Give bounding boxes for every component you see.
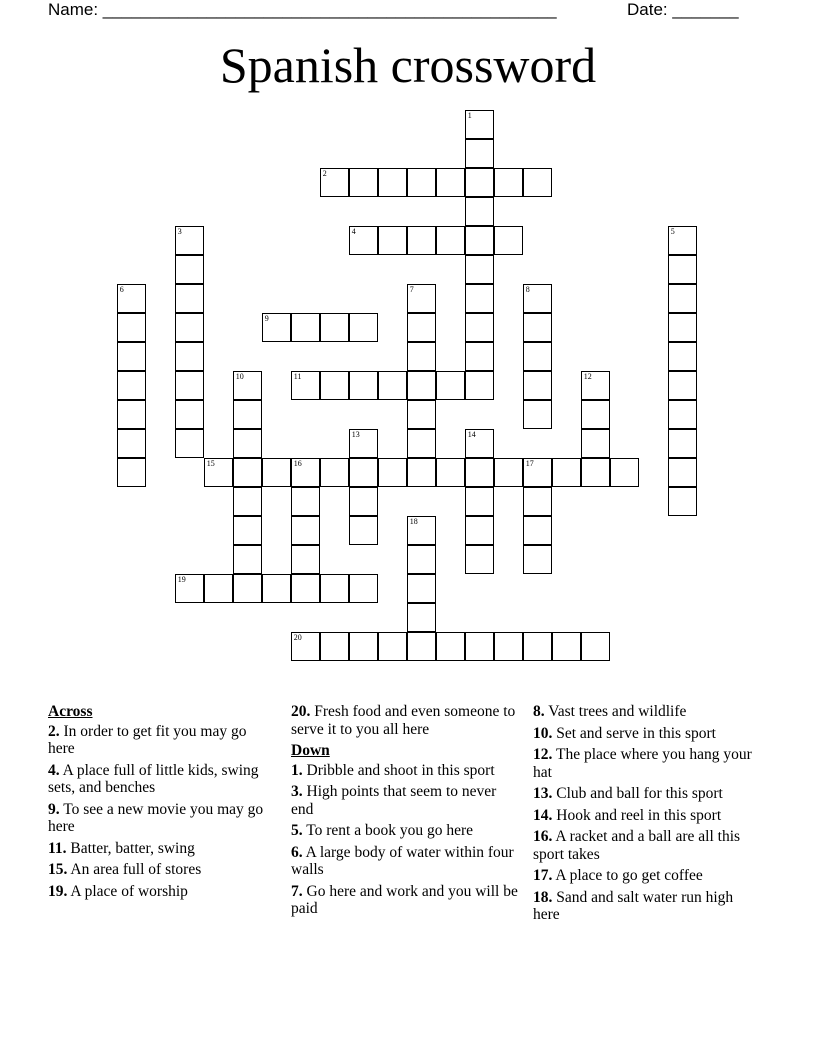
clue-number: 17 (525, 458, 534, 468)
grid-cell[interactable] (117, 313, 146, 342)
grid-cell[interactable] (610, 458, 639, 487)
grid-cell[interactable] (320, 371, 349, 400)
grid-cell[interactable] (291, 458, 320, 487)
grid-cell[interactable] (436, 632, 465, 661)
grid-cell[interactable] (175, 342, 204, 371)
grid-cell[interactable] (581, 632, 610, 661)
grid-cell[interactable] (233, 400, 262, 429)
grid-cell[interactable] (378, 632, 407, 661)
name-field-label: Name: ________________________________________________ (48, 0, 557, 19)
clue-num: 15. (48, 861, 68, 878)
grid-cell[interactable] (262, 458, 291, 487)
grid-cell[interactable] (581, 371, 610, 400)
grid-cell[interactable] (378, 226, 407, 255)
grid-cell[interactable] (349, 632, 378, 661)
clue-num: 3. (291, 783, 303, 800)
grid-cell[interactable] (523, 545, 552, 574)
grid-cell[interactable] (523, 458, 552, 487)
clue-num: 5. (291, 822, 303, 839)
grid-cell[interactable] (320, 574, 349, 603)
clue-number: 6 (119, 284, 124, 294)
grid-cell[interactable] (436, 371, 465, 400)
across-clue (48, 801, 276, 836)
down-clue (291, 783, 519, 818)
across-clue (48, 762, 276, 797)
grid-cell[interactable] (494, 458, 523, 487)
clue-num: 12. (533, 746, 553, 763)
clue-number: 4 (351, 226, 356, 236)
grid-cell[interactable] (291, 632, 320, 661)
down-clue (533, 889, 761, 924)
grid-cell[interactable] (233, 371, 262, 400)
grid-cell[interactable] (175, 429, 204, 458)
clue-text: Vast trees and wildlife (548, 703, 687, 720)
clue-text: A place full of little kids, swing sets, and benches (48, 761, 259, 796)
grid-cell[interactable] (552, 632, 581, 661)
grid-cell[interactable] (407, 516, 436, 545)
grid-cell[interactable] (494, 168, 523, 197)
grid-cell[interactable] (668, 371, 697, 400)
grid-cell[interactable] (175, 574, 204, 603)
grid-cell[interactable] (668, 226, 697, 255)
down-clue (533, 828, 761, 863)
grid-cell[interactable] (291, 516, 320, 545)
grid-cell[interactable] (523, 487, 552, 516)
clue-num: 17. (533, 867, 553, 884)
grid-cell[interactable] (233, 545, 262, 574)
down-clue (533, 867, 761, 885)
grid-cell[interactable] (175, 255, 204, 284)
clue-number: 10 (235, 371, 244, 381)
grid-cell[interactable] (668, 342, 697, 371)
clue-number: 12 (583, 371, 592, 381)
grid-cell[interactable] (349, 371, 378, 400)
grid-cell[interactable] (117, 284, 146, 313)
across-clue (48, 840, 276, 858)
grid-cell[interactable] (494, 632, 523, 661)
clue-column-1 (48, 703, 276, 904)
clue-text: Go here and work and you will be paid (291, 882, 518, 917)
grid-cell[interactable] (668, 487, 697, 516)
grid-cell[interactable] (407, 603, 436, 632)
grid-cell[interactable] (465, 429, 494, 458)
grid-cell[interactable] (320, 632, 349, 661)
clue-number: 8 (525, 284, 530, 294)
clue-number: 9 (264, 313, 269, 323)
down-clue (533, 703, 761, 721)
grid-cell[interactable] (523, 313, 552, 342)
clue-num: 11. (48, 839, 67, 857)
grid-cell[interactable] (407, 226, 436, 255)
grid-cell[interactable] (465, 284, 494, 313)
grid-cell[interactable] (668, 284, 697, 313)
grid-cell[interactable] (668, 458, 697, 487)
grid-cell[interactable] (320, 168, 349, 197)
clue-text: Sand and salt water run high here (533, 888, 734, 923)
grid-cell[interactable] (291, 545, 320, 574)
clue-number: 15 (206, 458, 215, 468)
clue-text: A place to go get coffee (555, 867, 703, 884)
grid-cell[interactable] (407, 574, 436, 603)
grid-cell[interactable] (349, 516, 378, 545)
clue-num: 1. (291, 761, 303, 779)
grid-cell[interactable] (465, 255, 494, 284)
grid-cell[interactable] (407, 371, 436, 400)
grid-cell[interactable] (349, 487, 378, 516)
clue-num: 7. (291, 882, 303, 900)
grid-cell[interactable] (494, 226, 523, 255)
grid-cell[interactable] (291, 574, 320, 603)
grid-cell[interactable] (233, 458, 262, 487)
grid-cell[interactable] (523, 516, 552, 545)
grid-cell[interactable] (523, 342, 552, 371)
clue-num: 14. (533, 806, 553, 824)
grid-cell[interactable] (204, 458, 233, 487)
grid-cell[interactable] (117, 371, 146, 400)
grid-cell[interactable] (378, 168, 407, 197)
down-clue (291, 762, 519, 780)
grid-cell[interactable] (262, 313, 291, 342)
grid-cell[interactable] (407, 313, 436, 342)
clue-text: To rent a book you go here (306, 822, 474, 839)
clue-number: 14 (467, 429, 476, 439)
grid-cell[interactable] (407, 168, 436, 197)
down-clue (291, 822, 519, 840)
grid-cell[interactable] (668, 429, 697, 458)
clue-num: 20. (291, 703, 311, 720)
grid-cell[interactable] (349, 458, 378, 487)
grid-cell[interactable] (349, 226, 378, 255)
grid-cell[interactable] (291, 371, 320, 400)
clue-number: 5 (670, 226, 675, 236)
grid-cell[interactable] (233, 487, 262, 516)
clue-num: 2. (48, 722, 60, 740)
grid-cell[interactable] (407, 458, 436, 487)
grid-cell[interactable] (523, 400, 552, 429)
clue-num: 6. (291, 843, 303, 861)
clue-number: 18 (409, 516, 418, 526)
grid-cell[interactable] (465, 168, 494, 197)
clue-column-3 (533, 703, 761, 928)
grid-cell[interactable] (523, 632, 552, 661)
clue-number: 7 (409, 284, 414, 294)
grid-cell[interactable] (436, 226, 465, 255)
grid-cell[interactable] (581, 458, 610, 487)
across-clue (291, 703, 519, 738)
grid-cell[interactable] (581, 400, 610, 429)
grid-cell[interactable] (465, 139, 494, 168)
down-clue (291, 844, 519, 879)
down-clue (533, 785, 761, 803)
grid-cell[interactable] (349, 429, 378, 458)
grid-cell[interactable] (175, 284, 204, 313)
grid-cell[interactable] (465, 632, 494, 661)
grid-cell[interactable] (349, 168, 378, 197)
grid-cell[interactable] (291, 313, 320, 342)
grid-cell[interactable] (465, 313, 494, 342)
clue-text: High points that seem to never end (291, 783, 497, 818)
grid-cell[interactable] (117, 400, 146, 429)
grid-cell[interactable] (465, 110, 494, 139)
down-clue (533, 807, 761, 825)
grid-cell[interactable] (175, 226, 204, 255)
grid-cell[interactable] (465, 516, 494, 545)
grid-cell[interactable] (407, 342, 436, 371)
page-title: Spanish crossword (219, 37, 597, 93)
clue-text: An area full of stores (70, 861, 202, 878)
clue-text: Batter, batter, swing (70, 839, 195, 857)
clue-num: 19. (48, 882, 68, 900)
grid-cell[interactable] (204, 574, 233, 603)
grid-cell[interactable] (349, 574, 378, 603)
grid-cell[interactable] (117, 458, 146, 487)
grid-cell[interactable] (291, 487, 320, 516)
clue-text: A large body of water within four walls (291, 843, 514, 878)
clue-text: Hook and reel in this sport (556, 806, 722, 824)
grid-cell[interactable] (117, 429, 146, 458)
grid-cell[interactable] (175, 400, 204, 429)
grid-cell[interactable] (552, 458, 581, 487)
grid-cell[interactable] (436, 458, 465, 487)
grid-cell[interactable] (523, 168, 552, 197)
clue-number: 13 (351, 429, 360, 439)
clue-text: Club and ball for this sport (556, 785, 723, 802)
date-field-label: Date: _______ (627, 0, 739, 19)
grid-cell[interactable] (378, 371, 407, 400)
clue-num: 9. (48, 800, 60, 818)
down-heading: Down (291, 742, 330, 759)
grid-cell[interactable] (523, 284, 552, 313)
clue-text: Fresh food and even someone to serve it to you all here (291, 703, 516, 738)
grid-cell[interactable] (465, 371, 494, 400)
clue-number: 1 (467, 110, 472, 120)
clue-num: 8. (533, 703, 545, 720)
grid-cell[interactable] (378, 458, 407, 487)
clue-num: 13. (533, 785, 553, 802)
grid-cell[interactable] (320, 313, 349, 342)
clue-num: 18. (533, 888, 553, 906)
grid-cell[interactable] (668, 313, 697, 342)
grid-cell[interactable] (407, 400, 436, 429)
grid-cell[interactable] (668, 400, 697, 429)
grid-cell[interactable] (175, 371, 204, 400)
across-clue (48, 883, 276, 901)
across-heading: Across (48, 703, 93, 720)
grid-cell[interactable] (320, 458, 349, 487)
clue-text: Dribble and shoot in this sport (306, 761, 495, 779)
grid-cell[interactable] (407, 632, 436, 661)
clue-text: The place where you hang your hat (533, 746, 752, 781)
clue-number: 3 (177, 226, 182, 236)
clue-num: 16. (533, 828, 553, 845)
grid-cell[interactable] (407, 284, 436, 313)
grid-cell[interactable] (175, 313, 204, 342)
grid-cell[interactable] (233, 574, 262, 603)
grid-cell[interactable] (465, 545, 494, 574)
grid-cell[interactable] (465, 458, 494, 487)
clue-num: 4. (48, 761, 60, 779)
grid-cell[interactable] (465, 197, 494, 226)
grid-cell[interactable] (349, 313, 378, 342)
grid-cell[interactable] (465, 342, 494, 371)
grid-cell[interactable] (262, 574, 291, 603)
across-clue (48, 723, 276, 758)
clue-text: A racket and a ball are all this sport takes (533, 828, 741, 863)
clue-num: 10. (533, 724, 553, 742)
grid-cell[interactable] (668, 255, 697, 284)
grid-cell[interactable] (465, 487, 494, 516)
grid-cell[interactable] (436, 168, 465, 197)
down-clue (533, 725, 761, 743)
grid-cell[interactable] (407, 545, 436, 574)
clue-number: 11 (293, 371, 302, 381)
grid-cell[interactable] (581, 429, 610, 458)
clue-column-2 (291, 703, 519, 922)
grid-cell[interactable] (233, 429, 262, 458)
clue-number: 16 (293, 458, 302, 468)
grid-cell[interactable] (465, 226, 494, 255)
clue-number: 2 (322, 168, 327, 178)
clue-text: A place of worship (70, 882, 188, 900)
across-clue (48, 861, 276, 879)
clue-text: Set and serve in this sport (556, 724, 716, 742)
clue-number: 19 (177, 574, 186, 584)
grid-cell[interactable] (233, 516, 262, 545)
grid-cell[interactable] (407, 429, 436, 458)
clue-text: To see a new movie you may go here (48, 800, 264, 835)
grid-cell[interactable] (523, 371, 552, 400)
down-clue (533, 746, 761, 781)
clue-number: 20 (293, 632, 302, 642)
grid-cell[interactable] (117, 342, 146, 371)
clue-text: In order to get fit you may go here (48, 722, 247, 757)
down-clue (291, 883, 519, 918)
